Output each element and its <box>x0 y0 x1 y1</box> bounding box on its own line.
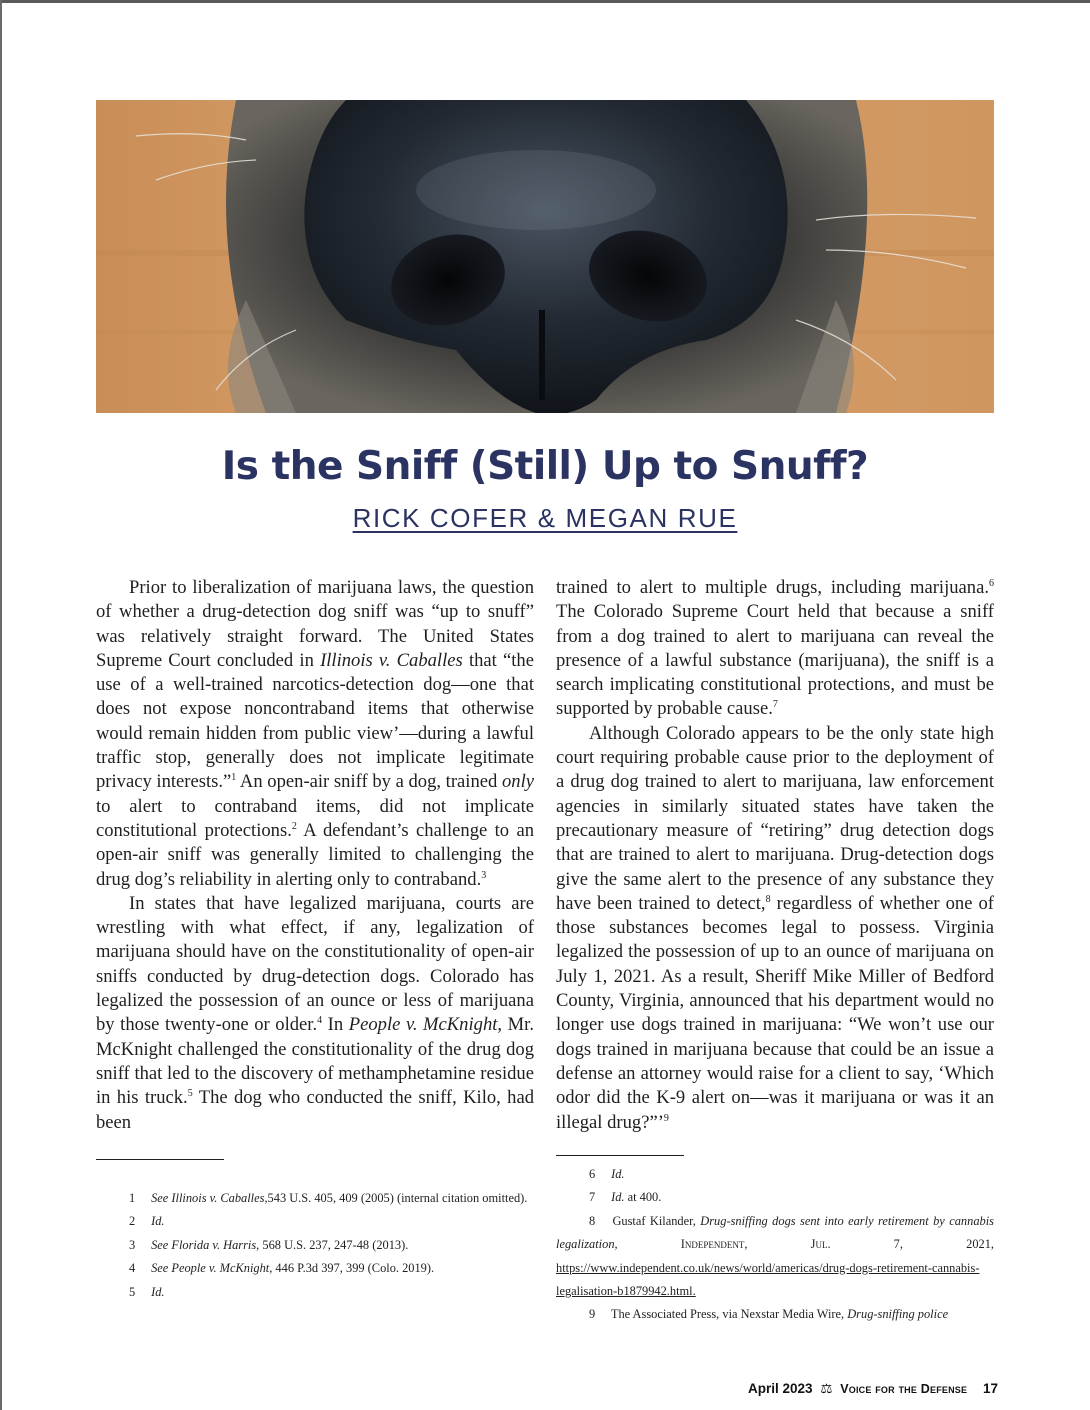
page-left-border <box>0 0 2 1410</box>
footnote-5: 5 Id. <box>129 1284 165 1299</box>
footnote-ref[interactable]: 4 <box>317 1015 323 1027</box>
footnotes-right <box>556 1163 994 1327</box>
footnote-9: 9 The Associated Press, via Nexstar Media Wire, Drug-sniffing police <box>589 1307 949 1322</box>
footnote-8: 8 Gustaf Kilander, Drug-sniffing dogs sent into early retirement by cannabis legalization, Independent, Jul. 7, 2021, https://www.independent.co.uk/news/world/americas/drug-dogs-retirement-cannabis-legalisation-b1879942.html. <box>556 1213 994 1299</box>
footnote-ref[interactable]: 3 <box>481 869 487 881</box>
footnote-6: 6 Id. <box>589 1167 625 1181</box>
magazine-name: Voice for the Defense <box>840 1382 968 1396</box>
paragraph: Although Colorado appears to be the only state high court requiring probable cause prior to the deployment of a drug dog trained to alert to marijuana, law enforcement agencies in similarly situated states have taken the precautionary measure of “retiring” drug detection dogs that are trained to alert to marijuana. Drug-detection dogs give the same alert to the presence of any substance they have been trained to detect,$^8$ regardless of whether one of those substances becomes legal to possess. Virginia legalized the possession of up to an ounce of marijuana on July 1, 2021. As a result, Sheriff Mike Miller of Bedford County, Virginia, announced that his department would no longer use dogs trained in marijuana: “We won’t use our dogs trained in marijuana because that could be an issue a defense an attorney would raise for a client to say, ‘Which odor did the K-9 alert on—was it marijuana or was it an illegal drug?”’$^9$ <box>556 722 995 1133</box>
footnote-link[interactable]: https://www.independent.co.uk/news/world/americas/drug-dogs-retirement-cannabis-legalisation-b1879942.html. <box>556 1260 980 1299</box>
footnote-1: 1 See Illinois v. Caballes,543 U.S. 405, 409 (2005) (internal citation omitted). <box>129 1191 528 1205</box>
page-number: 17 <box>982 1381 998 1396</box>
footnote-ref[interactable]: 6 <box>989 578 994 589</box>
issue-date: April 2023 <box>748 1381 813 1396</box>
article-title: Is the Sniff (Still) Up to Snuff? <box>221 444 869 489</box>
footnote-ref[interactable]: 7 <box>772 699 778 711</box>
footnote-divider <box>556 1155 684 1156</box>
scales-icon: ⚖ <box>820 1381 833 1396</box>
dog-nose-illustration <box>96 100 994 413</box>
footnote-ref[interactable]: 5 <box>187 1088 193 1100</box>
page-footer <box>748 1381 998 1397</box>
page-top-border <box>0 0 1090 3</box>
footnote-divider <box>96 1159 224 1160</box>
paragraph: trained to alert to multiple drugs, including marijuana.$^6$ The Colorado Supreme Court held that because a sniff from a dog trained to alert to marijuana can reveal the presence of a lawful substance (marijuana), the sniff is a search implicating constitutional protections, and must be supported by probable cause.$^7$ <box>556 577 994 720</box>
footnote-3: 3 See Florida v. Harris, 568 U.S. 237, 247-48 (2013). <box>129 1237 409 1252</box>
paragraph: Prior to liberalization of marijuana laws, the question of whether a drug-detection dog sniff was “up to snuff” was relatively straight forward. The United States Supreme Court concluded in Illinois v. Caballes that “the use of a well-trained narcotics-detection dog—one that does not expose noncontraband items that otherwise would remain hidden from public view’—during a lawful traffic stop, generally does not implicate legitimate privacy interests.”$^1$ An open-air sniff by a dog, trained only to alert to contraband items, did not implicate constitutional protections.$^2$ A defendant’s challenge to an open-air sniff was generally limited to challenging the drug dog’s reliability in alerting only to contraband.$^3$ <box>96 577 534 890</box>
footnote-ref[interactable]: 8 <box>765 893 771 905</box>
footnote-ref[interactable]: 1 <box>231 772 237 784</box>
paragraph: In states that have legalized marijuana, courts are wrestling with what effect, if any, legalization of marijuana should have on the constitutionality of open-air sniffs conducted by drug-detection dogs. Colorado has legalized the possession of an ounce or less of marijuana by those twenty-one or older.$^4$ In People v. McKnight, Mr. McKnight challenged the constitutionality of the drug dog sniff that led to the discovery of methamphetamine residue in his truck.$^5$ The dog who conducted the sniff, Kilo, had been <box>96 892 534 1133</box>
footnotes-left <box>96 1187 534 1304</box>
hero-image-dog-nose <box>96 100 994 413</box>
footnote-4: 4 See People v. McKnight, 446 P.3d 397, 399 (Colo. 2019). <box>129 1261 435 1276</box>
body-column-right <box>556 576 994 1135</box>
body-column-left <box>96 576 534 1135</box>
footnote-ref[interactable]: 2 <box>291 820 297 832</box>
footnote-ref[interactable]: 9 <box>663 1112 669 1124</box>
article-byline <box>0 503 1090 534</box>
footnote-7: 7 Id. at 400. <box>589 1190 662 1205</box>
footnote-2: 2 Id. <box>129 1214 165 1229</box>
author-names: RICK COFER & MEGAN RUE <box>352 503 738 533</box>
